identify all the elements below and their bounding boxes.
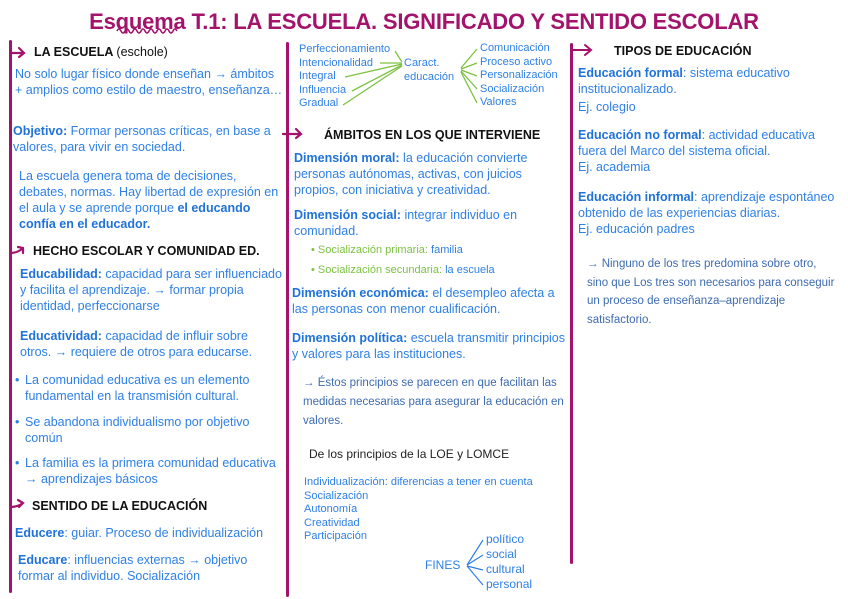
tipos-note: → Ninguno de los tres predomina sobre otro, sino que Los tres son necesarios para conseguir un proceso de enseñanza–aprendizaje satisfactorio. [587,258,835,326]
dimension-moral-paragraph: Dimensión moral: la educación convierte personas autónomas, activas, con juicios propios, con iniciativa y creatividad. [294,151,528,197]
principios-note: → Éstos principios se parecen en que facilitan las medidas necesarias para asegurar la educación en valores. [303,377,564,427]
escuela-genera-paragraph: La escuela genera toma de decisiones, debates, normas. Hay libertad de expresión en el aula y se aprende porque el educando confía en el educador. [19,169,279,231]
principios-list: Individualización: diferencias a tener en cuenta Socialización Autonomía Creatividad Participación [304,476,533,543]
dimension-social-paragraph: Dimensión social: integrar individuo en comunidad. [294,208,518,238]
dimension-economica-paragraph: Dimensión económica: el desempleo afecta a las personas con menor cualificación. [292,286,555,316]
educacion-no-formal-paragraph: Educación no formal: actividad educativa fuera del Marco del sistema oficial. Ej. academia [578,128,815,174]
section-heading-sentido: SENTIDO DE LA EDUCACIÓN [32,499,208,513]
arrow-right-icon [571,43,597,57]
educare-paragraph: Educare: influencias externas → objetivo formar al individuo. Socialización [18,553,248,583]
principios-heading: De los principios de la LOE y LOMCE [309,447,510,461]
section-heading-hecho-escolar: HECHO ESCOLAR Y COMUNIDAD ED. [33,244,260,258]
educere-paragraph: Educere: guiar. Proceso de individualización [15,526,264,540]
educacion-formal-paragraph: Educación formal: sistema educativo institucionalizado. Ej. colegio [578,66,790,114]
caract-left-list: Perfeccionamiento Intencionalidad Integral Influencia Gradual [299,43,391,110]
section-heading-la-escuela: LA ESCUELA (eschole) [34,45,168,59]
caract-center-label: Caract. educación [404,57,455,83]
educacion-informal-paragraph: Educación informal: aprendizaje espontáneo obtenido de las experiencias diarias. Ej. educación padres [578,190,835,236]
socializacion-primaria: • Socialización primaria: familia [311,244,463,256]
escuela-intro: No solo lugar físico donde enseñan → ámbitos + amplios como estilo de maestro, enseñanza… [15,67,283,97]
bullet-item: • Se abandona individualismo por objetivo común [15,415,250,445]
bullet-item: • La familia es la primera comunidad educativa → aprendizajes básicos [15,456,276,486]
educatividad-paragraph: Educatividad: capacidad de influir sobre otros. → requiere de otros para educarse. [20,329,253,359]
fines-label: FINES [425,558,461,572]
bullet-item: • La comunidad educativa es un elemento fundamental en la transmisión cultural. [15,373,250,403]
educabilidad-paragraph: Educabilidad: capacidad para ser influenciado y facilita el aprendizaje. → formar propia identidad, perfeccionarse [20,267,282,313]
section-heading-tipos: TIPOS DE EDUCACIÓN [614,44,752,58]
dimension-politica-paragraph: Dimensión política: escuela transmitir principios y valores para las instituciones. [292,331,565,361]
section-heading-ambitos: ÁMBITOS EN LOS QUE INTERVIENE [324,128,541,142]
objetivo-paragraph: Objetivo: Formar personas críticas, en base a valores, para vivir en sociedad. [13,124,271,154]
fines-list: político social cultural personal [486,532,533,591]
title-text: Esquema T.1: LA ESCUELA. SIGNIFICADO Y SENTIDO ESCOLAR [89,9,759,34]
caract-right-list: Comunicación Proceso activo Personalización Socialización Valores [480,42,558,109]
socializacion-secundaria: • Socialización secundaria: la escuela [311,264,495,276]
